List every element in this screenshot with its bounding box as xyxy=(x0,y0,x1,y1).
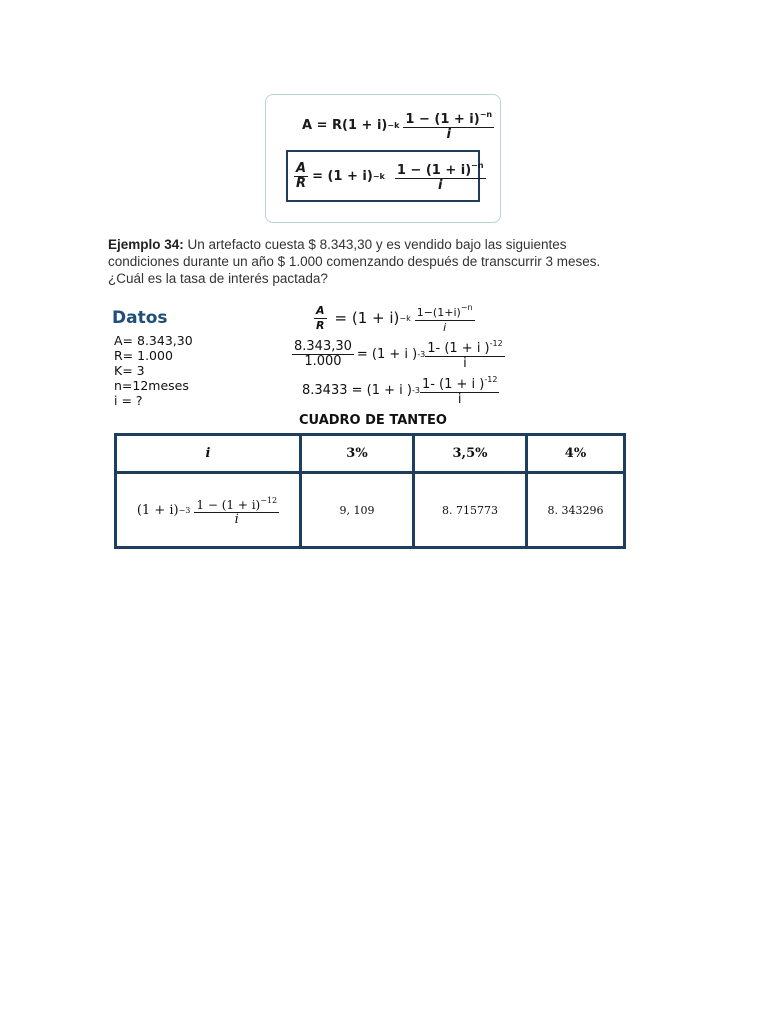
box-fraction xyxy=(395,160,486,192)
a-over-r xyxy=(294,160,308,191)
a-label: A xyxy=(296,160,307,176)
formula-fraction xyxy=(403,109,494,141)
general-formula xyxy=(302,109,494,141)
eq3-num: 1- (1 + i ) xyxy=(421,377,485,392)
table-header-row xyxy=(116,435,625,473)
datos-item: n=12meses xyxy=(114,378,189,393)
datos-list xyxy=(114,333,193,408)
eq2-den: i xyxy=(463,356,467,371)
formula-card xyxy=(265,94,501,223)
datos-title: Datos xyxy=(112,308,168,328)
box-mid: = (1 + i) xyxy=(312,168,373,184)
formula-num-exp: −n xyxy=(479,110,493,119)
row-formula-base: (1 + i) xyxy=(136,502,179,518)
formula-num: 1 − (1 + i) xyxy=(405,112,480,127)
box-exp: −k xyxy=(372,171,385,181)
row-formula-fraction xyxy=(194,495,279,526)
example-line-3: ¿Cuál es la tasa de interés pactada? xyxy=(108,271,328,286)
datos-item: A= 8.343,30 xyxy=(114,333,193,348)
equation-1 xyxy=(314,302,475,334)
eq1-den: i xyxy=(443,321,447,334)
equation-2 xyxy=(292,338,505,370)
header-cell: i xyxy=(116,435,301,473)
eq1-num-exp: −n xyxy=(460,303,473,312)
eq1-lhs xyxy=(314,305,327,332)
header-cell: 4% xyxy=(527,435,625,473)
eq3-num-exp: -12 xyxy=(484,375,498,384)
formula-lhs: A = R(1 + i) xyxy=(302,117,388,133)
formula-cell xyxy=(116,473,301,548)
eq1-exp: −k xyxy=(399,313,411,323)
eq3-fraction xyxy=(420,374,500,406)
r-label: R xyxy=(296,175,307,191)
datos-item: K= 3 xyxy=(114,363,145,378)
eq1-num: 1−(1+i) xyxy=(416,306,461,319)
value-cell: 8. 715773 xyxy=(414,473,527,548)
header-cell: 3,5% xyxy=(414,435,527,473)
eq1-fraction xyxy=(415,302,475,334)
eq2-num-exp: -12 xyxy=(489,339,503,348)
row-formula-exp: −3 xyxy=(178,505,191,515)
datos-item: i = ? xyxy=(114,393,143,408)
eq1-mid: = (1 + i) xyxy=(334,309,400,327)
eq2-lhs-num: 8.343,30 xyxy=(294,338,352,354)
eq1-lhs-den: R xyxy=(316,318,325,332)
tanteo-table xyxy=(114,433,626,549)
cuadro-title: CUADRO DE TANTEO xyxy=(299,413,447,428)
equation-3 xyxy=(302,374,499,406)
eq1-lhs-num: A xyxy=(316,303,325,317)
box-num-exp: −n xyxy=(471,161,484,170)
value-cell: 9, 109 xyxy=(301,473,414,548)
example-paragraph xyxy=(108,236,668,287)
eq2-num: 1- (1 + i ) xyxy=(427,341,490,356)
box-den: i xyxy=(437,178,443,193)
eq2-mid: = (1 + i ) xyxy=(356,346,418,362)
eq3-den: i xyxy=(457,392,462,407)
row-formula xyxy=(137,495,279,526)
eq2-lhs-den: 1.000 xyxy=(304,353,342,369)
eq2-fraction xyxy=(425,338,505,370)
boxed-formula-line xyxy=(294,160,486,192)
value-cell: 8. 343296 xyxy=(527,473,625,548)
eq2-exp: -3 xyxy=(417,349,426,359)
eq3-lhs: 8.3433 = (1 + i ) xyxy=(302,382,412,398)
formula-exp: −k xyxy=(387,120,400,130)
row-formula-num: 1 − (1 + i) xyxy=(196,497,261,512)
example-line-1: Un artefacto cuesta $ 8.343,30 y es vendido bajo las siguientes xyxy=(183,237,567,252)
table-row xyxy=(116,473,625,548)
eq3-exp: -3 xyxy=(411,385,420,395)
example-line-2: condiciones durante un año $ 1.000 comenzando después de transcurrir 3 meses. xyxy=(108,254,601,269)
row-formula-den: i xyxy=(234,511,239,527)
formula-den: i xyxy=(446,127,451,142)
box-num: 1 − (1 + i) xyxy=(396,163,472,178)
eq2-lhs xyxy=(292,338,354,369)
boxed-formula xyxy=(286,150,484,202)
example-label: Ejemplo 34: xyxy=(108,237,184,252)
header-cell: 3% xyxy=(301,435,414,473)
datos-item: R= 1.000 xyxy=(114,348,173,363)
row-formula-num-exp: −12 xyxy=(260,495,278,505)
